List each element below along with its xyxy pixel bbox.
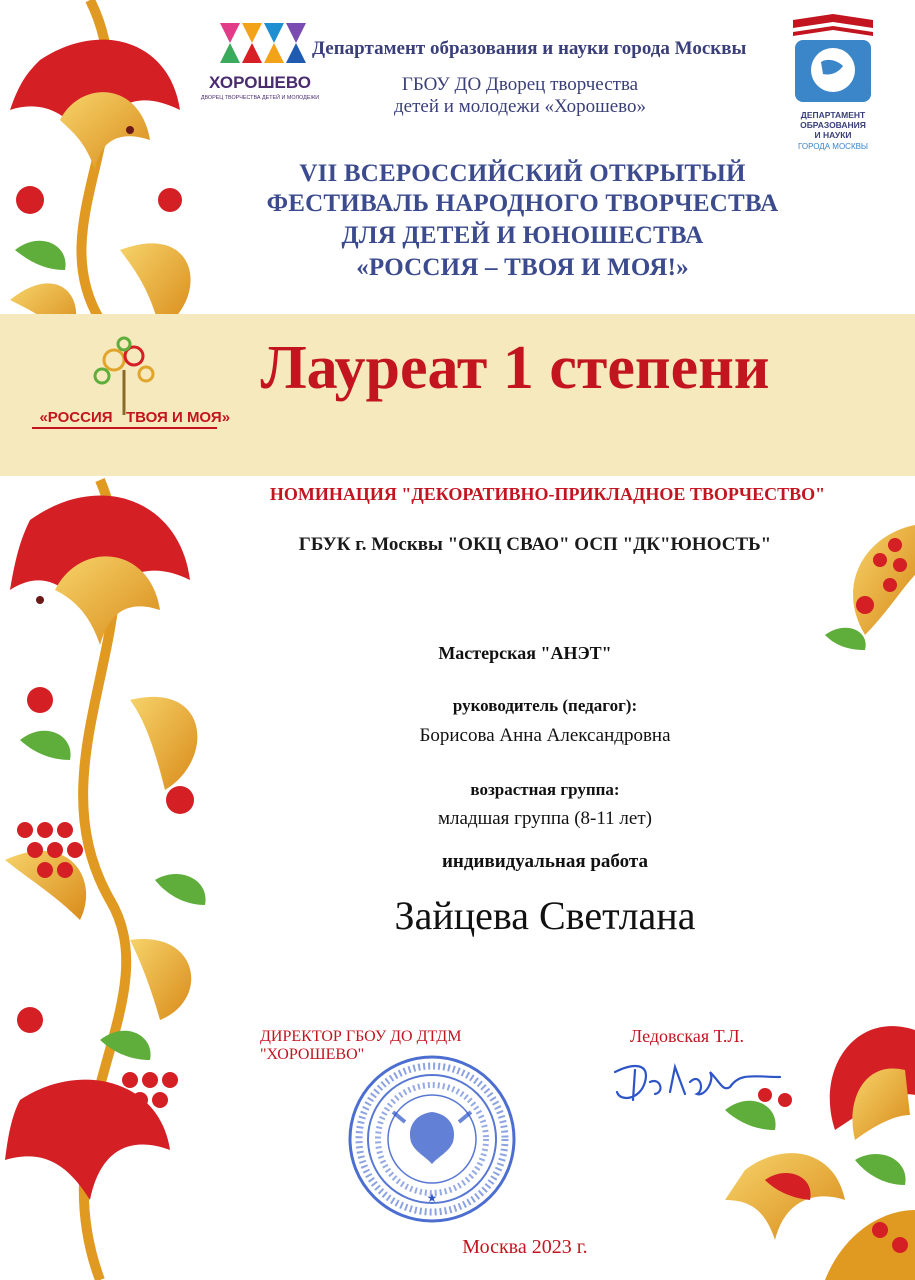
left-ornament-border [0, 0, 215, 1280]
age-group-value: младшая группа (8-11 лет) [438, 808, 652, 829]
russia-logo-text-left: «РОССИЯ [39, 409, 113, 426]
award-title: Лауреат 1 степени [260, 334, 770, 402]
department-logo-line3: И НАУКИ [814, 130, 852, 140]
russia-festival-logo [22, 330, 231, 440]
khoroshevo-logo-name: ХОРОШЕВО [209, 73, 311, 92]
director-title-line1: ДИРЕКТОР ГБОУ ДО ДТДМ [260, 1028, 462, 1045]
gbou-name-line1: ГБОУ ДО Дворец творчества [401, 74, 639, 95]
svg-text:★: ★ [426, 1191, 438, 1205]
eagle-emblem-icon [410, 1112, 454, 1164]
organization-name: ГБУК г. Москвы "ОКЦ СВАО" ОСП "ДК"ЮНОСТЬ" [298, 534, 772, 555]
department-title: Департамент образования и науки города Москвы [312, 38, 747, 59]
leader-name: Борисова Анна Александровна [419, 725, 671, 746]
khoroshevo-logo-sub: ДВОРЕЦ ТВОРЧЕСТВА ДЕТЕЙ И МОЛОДЕЖИ [200, 95, 320, 101]
official-seal-stamp [345, 1052, 520, 1227]
department-logo-line2: ОБРАЗОВАНИЯ [800, 120, 866, 130]
festival-title-line2: ФЕСТИВАЛЬ НАРОДНОГО ТВОРЧЕСТВА [266, 190, 779, 217]
age-group-label: возрастная группа: [470, 780, 620, 799]
russia-logo-text-right: ТВОЯ И МОЯ» [125, 409, 231, 426]
director-title-line2: "ХОРОШЕВО" [260, 1046, 365, 1063]
handwritten-signature [605, 1052, 785, 1112]
festival-title-line1: VII ВСЕРОССИЙСКИЙ ОТКРЫТЫЙ [299, 160, 746, 187]
work-type: индивидуальная работа [441, 851, 648, 872]
signer-name: Ледовская Т.Л. [630, 1026, 745, 1046]
gbou-name-line2: детей и молодежи «Хорошево» [394, 96, 646, 117]
city-year: Москва 2023 г. [462, 1236, 588, 1258]
festival-title-line3: ДЛЯ ДЕТЕЙ И ЮНОШЕСТВА [341, 222, 704, 249]
nomination-title: НОМИНАЦИЯ "ДЕКОРАТИВНО-ПРИКЛАДНОЕ ТВОРЧЕСТВО" [269, 484, 826, 504]
participant-name: Зайцева Светлана [394, 893, 696, 938]
department-logo-line1: ДЕПАРТАМЕНТ [800, 110, 866, 120]
leader-label: руководитель (педагог): [452, 696, 638, 715]
studio-name: Мастерская "АНЭТ" [438, 643, 612, 663]
khoroshevo-logo [200, 18, 320, 104]
department-logo [785, 10, 881, 152]
department-logo-line4: ГОРОДА МОСКВЫ [797, 142, 869, 151]
festival-title-line4: «РОССИЯ – ТВОЯ И МОЯ!» [356, 254, 689, 281]
